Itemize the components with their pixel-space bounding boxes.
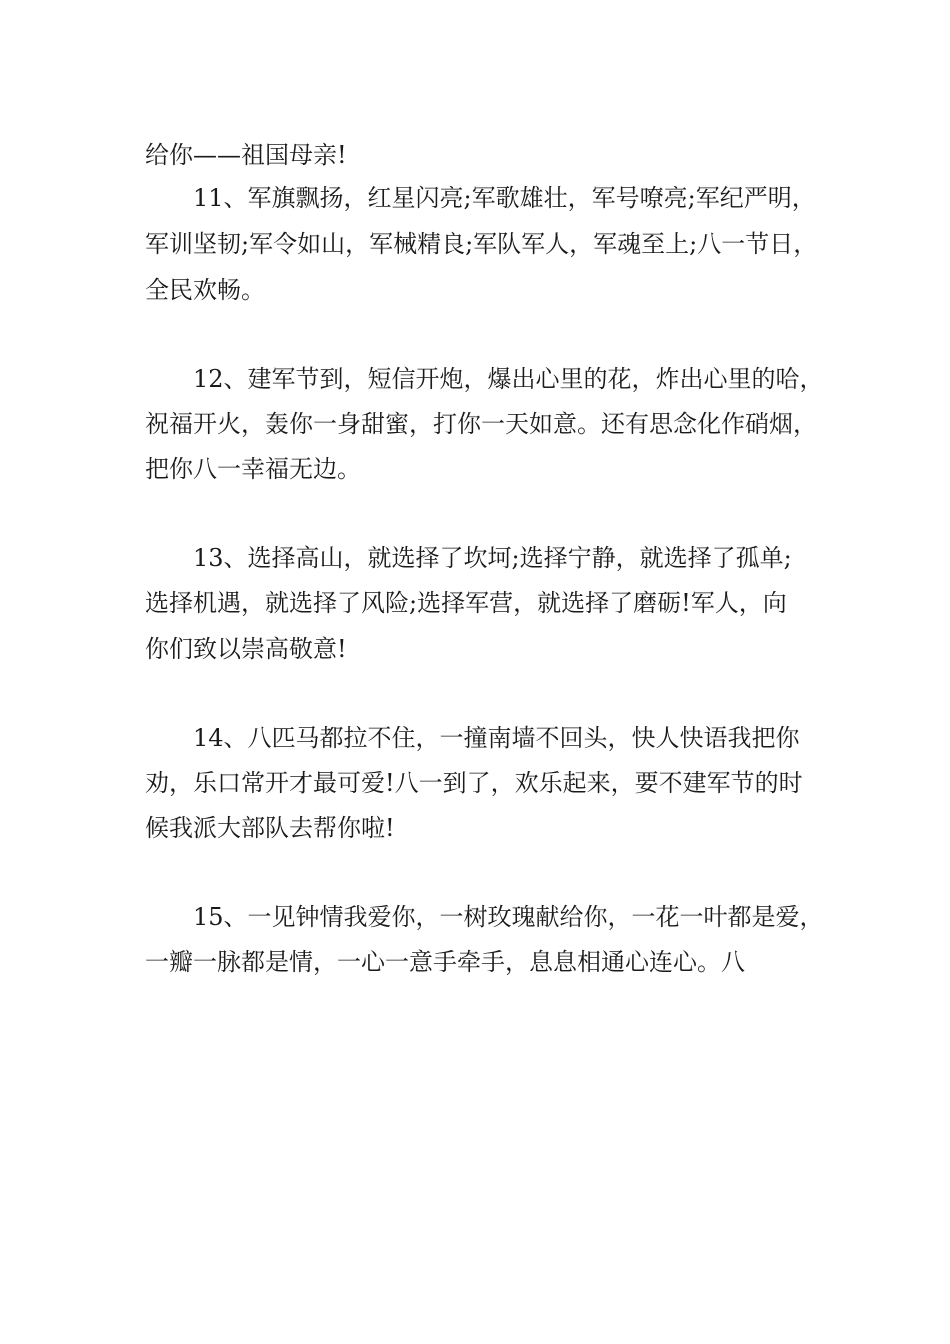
paragraph-12-line-3: 把你八一幸福无边。 xyxy=(145,455,361,483)
paragraph-15-line-2: 一瓣一脉都是情，一心一意手牵手，息息相通心连心。八 xyxy=(145,948,745,976)
paragraph-12-line-1: 12、建军节到，短信开炮，爆出心里的花，炸出心里的哈， xyxy=(193,365,824,393)
paragraph-11-line-2: 军训坚韧;军令如山，军械精良;军队军人，军魂至上;八一节日， xyxy=(145,230,818,258)
paragraph-13-line-3: 你们致以崇高敬意! xyxy=(145,635,347,663)
paragraph-11-line-3: 全民欢畅。 xyxy=(145,276,265,304)
paragraph-13-line-1: 13、选择高山，就选择了坎坷;选择宁静，就选择了孤单; xyxy=(193,544,792,572)
text-line: 给你——祖国母亲! xyxy=(145,141,347,169)
paragraph-12-line-2: 祝福开火，轰你一身甜蜜，打你一天如意。还有思念化作硝烟， xyxy=(145,410,817,438)
paragraph-14-line-2: 劝，乐口常开才最可爱!八一到了，欢乐起来，要不建军节的时 xyxy=(145,769,803,797)
paragraph-14-line-1: 14、八匹马都拉不住，一撞南墙不回头，快人快语我把你 xyxy=(193,724,800,752)
paragraph-13-line-2: 选择机遇，就选择了风险;选择军营，就选择了磨砺!军人，向 xyxy=(145,589,787,617)
paragraph-15-line-1: 15、一见钟情我爱你，一树玫瑰献给你，一花一叶都是爱， xyxy=(193,903,824,931)
paragraph-14-line-3: 候我派大部队去帮你啦! xyxy=(145,814,395,842)
paragraph-11-line-1: 11、军旗飘扬，红星闪亮;军歌雄壮，军号嘹亮;军纪严明， xyxy=(193,184,816,212)
